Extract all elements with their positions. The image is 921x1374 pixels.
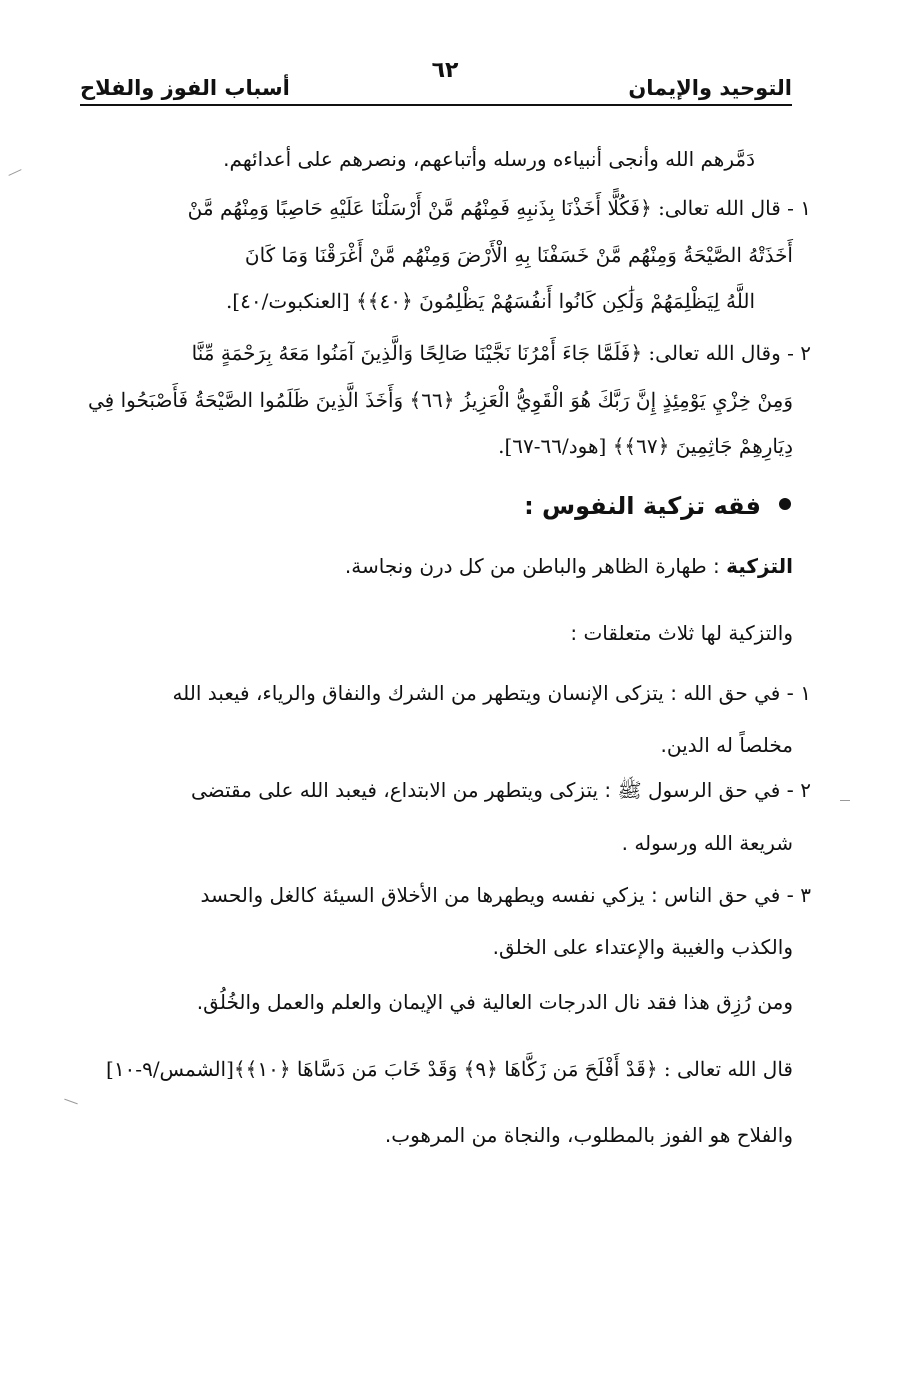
verse-2-line-1: ٢ - وقال الله تعالى: ﴿فَلَمَّا جَاءَ أَمْرُنَا نَجَّيْنَا صَالِحًا وَالَّذِينَ آمَنُوا مَعَهُ بِرَحْمَةٍ مِّنَّا	[191, 341, 811, 365]
scan-mark	[8, 169, 21, 176]
section-heading: فقه تزكية النفوس :	[524, 492, 761, 520]
chapter-title: أسباب الفوز والفلاح	[80, 76, 290, 100]
bullet-point	[779, 498, 791, 510]
item-3-line-1: ٣ - في حق الناس : يزكي نفسه ويطهرها من الأخلاق السيئة كالغل والحسد	[200, 883, 811, 907]
verse-1-line-3: اللَّهُ لِيَظْلِمَهُمْ وَلَٰكِن كَانُوا أَنفُسَهُمْ يَظْلِمُونَ ﴿٤٠﴾﴾ [العنكبوت/٤٠].	[225, 289, 755, 313]
header-rule	[80, 104, 792, 106]
relations-intro: والتزكية لها ثلاث متعلقات :	[570, 621, 793, 645]
definition-term: التزكية	[726, 554, 793, 578]
conclusion-text: والفلاح هو الفوز بالمطلوب، والنجاة من المرهوب.	[384, 1123, 793, 1147]
definition-text: : طهارة الظاهر والباطن من كل درن ونجاسة.	[344, 554, 720, 578]
intro-text: دَمَّرهم الله وأنجى أنبياءه ورسله وأتباعهم، ونصرهم على أعدائهم.	[223, 147, 755, 171]
verse-2-line-3: دِيَارِهِمْ جَاثِمِينَ ﴿٦٧﴾﴾ [هود/٦٦-٦٧].	[498, 434, 793, 458]
verse-1-line-1: ١ - قال الله تعالى: ﴿فَكُلًّا أَخَذْنَا بِذَنبِهِ فَمِنْهُم مَّنْ أَرْسَلْنَا عَلَيْهِ حَاصِبًا وَمِنْهُم مَّنْ	[187, 196, 811, 220]
verse-2-line-2: وَمِنْ خِزْيِ يَوْمِئِذٍ إِنَّ رَبَّكَ هُوَ الْقَوِيُّ الْعَزِيزُ ﴿٦٦﴾ وَأَخَذَ الَّذِينَ ظَلَمُوا الصَّيْحَةُ فَأَصْبَحُوا فِي	[88, 388, 793, 412]
item-1-line-2: مخلصاً له الدين.	[660, 733, 793, 757]
result-text: ومن رُزِق هذا فقد نال الدرجات العالية في الإيمان والعلم والعمل والخُلُق.	[196, 990, 793, 1014]
verse-3: قال الله تعالى : ﴿قَدْ أَفْلَحَ مَن زَكَّاهَا ﴿٩﴾ وَقَدْ خَابَ مَن دَسَّاهَا ﴿١٠﴾﴾[الشمس/٩-١٠]	[106, 1057, 793, 1081]
definition	[345, 551, 793, 581]
item-1-line-1: ١ - في حق الله : يتزكى الإنسان ويتطهر من الشرك والنفاق والرياء، فيعبد الله	[172, 681, 811, 705]
book-title: التوحيد والإيمان	[628, 76, 792, 100]
item-2-line-1: ٢ - في حق الرسول ﷺ : يتزكى ويتطهر من الابتداع، فيعبد الله على مقتضى	[190, 778, 811, 802]
page-header	[80, 58, 792, 102]
scan-mark	[64, 1099, 77, 1105]
page-number: ٦٢	[431, 58, 459, 83]
scan-mark	[840, 800, 850, 801]
item-3-line-2: والكذب والغيبة والإعتداء على الخلق.	[492, 935, 793, 959]
verse-1-line-2: أَخَذَتْهُ الصَّيْحَةُ وَمِنْهُم مَّنْ خَسَفْنَا بِهِ الْأَرْضَ وَمِنْهُم مَّنْ أَغْرَقْنَا وَمَا كَانَ	[244, 243, 793, 267]
item-2-line-2: شريعة الله ورسوله .	[621, 831, 793, 855]
